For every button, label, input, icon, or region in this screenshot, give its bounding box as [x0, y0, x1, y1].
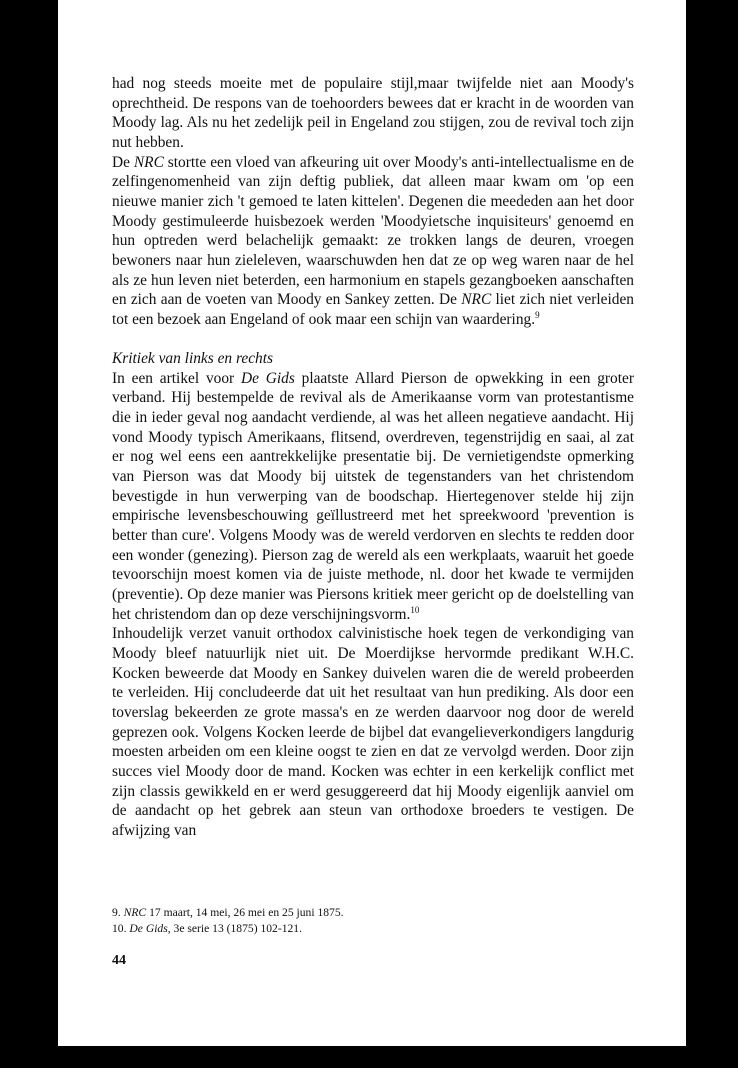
paragraph-3 — [112, 369, 634, 625]
book-page — [58, 0, 686, 1046]
section-heading: Kritiek van links en rechts — [112, 350, 273, 368]
paragraph-text: liet zich niet verleiden tot een bezoek aan Engeland of ook maar een schijn van waardering. — [112, 291, 634, 328]
paragraph-1 — [112, 74, 634, 153]
footnote-ref-9: 9 — [535, 309, 540, 320]
paragraph-text: had nog steeds moeite met de populaire stijl,maar twijfelde niet aan Moody's oprechtheid. De respons van de toehoorders bewees dat er kracht in de woorden van Moody lag. Als nu het zedelijk peil in Engeland zou stijgen, zou de revival toch zijn nut hebben. — [112, 75, 634, 151]
paragraph-text: Inhoudelijk verzet vanuit orthodox calvinistische hoek tegen de verkondiging van Moody bleef natuurlijk niet uit. De Moerdijkse hervormde predikant W.H.C. Kocken beweerde dat Moody en Sankey duivelen waren die de wereld probeerden te verleiden. Hij concludeerde dat uit het resultaat van hun prediking. Als door een toverslag bekeerden ze grote massa's en ze werden daarvoor nog door de wereld geprezen ook. Volgens Kocken leerde de bijbel dat evangelieverkondigers langdurig moesten arbeiden om een kleine oogst te zien en dat ze vervolgd werden. Door zijn succes viel Moody door de mand. Kocken was echter in een kerkelijk conflict met zijn classis gewikkeld en er werd gesuggereerd dat hij Moody eigenlijk aanviel om de aandacht op het gebrek aan steun van orthodoxe broeders te vestigen. De afwijzing van — [112, 625, 634, 839]
newspaper-title: NRC — [133, 153, 164, 171]
paragraph-4 — [112, 624, 634, 840]
footnote-number: 10. — [112, 921, 127, 935]
paragraph-text: plaatste Allard Pierson de opwekking in een groter verband. Hij bestempelde de revival als de Amerikaanse vorm van protestantisme die in ieder geval nog aandacht verdiende, al was het alleen negatieve aandacht. Hij vond Moody typisch Amerikaans, flitsend, overdreven, tegenstrijdig en saai, al zat er nog wel eens een aantrekkelijke presentatie bij. De vernietigendste opmerking van Pierson was dat Moody bij uitstek de tegenstanders van het christendom bevestigde in hun verwerping van de boodschap. Hiertegenover stelde hij zijn empirische levensbeschouwing geïllustreerd met het spreekwoord 'prevention is better than cure'. Volgens Moody was de wereld verdorven en slechts te redden door een wonder (genezing). Pierson zag de wereld als een werkplaats, waaruit het goede tevoorschijn moest komen via de juiste methode, nl. door het kwade te vermijden (preventie). Op deze manier was Piersons kritiek meer gericht op de doelstelling van het christendom dan op deze verschijningsvorm. — [112, 369, 634, 623]
footnotes — [112, 905, 634, 936]
footnote-number: 9. — [112, 906, 121, 919]
footnote-source: De Gids — [129, 921, 168, 935]
footnote-source: NRC — [123, 906, 147, 919]
newspaper-title: NRC — [461, 291, 492, 309]
footnote-9 — [112, 905, 634, 921]
paragraph-2 — [112, 153, 634, 330]
footnote-text: 17 maart, 14 mei, 26 mei en 25 juni 1875. — [146, 906, 344, 919]
paragraph-text: De — [112, 153, 134, 171]
footnote-10 — [112, 921, 634, 937]
footnote-ref-10: 10 — [410, 604, 420, 615]
journal-title: De Gids — [240, 369, 295, 387]
paragraph-text: stortte een vloed van afkeuring uit over Moody's anti-intellectualisme en de zelfingenomenheid van zijn deftig publiek, dat alleen maar kwam om 'op een nieuwe manier zich 't gemoed te laten kittelen'. Degenen die meededen aan het door Moody gestimuleerde huisbezoek werden 'Moodyietsche inquisiteurs' genoemd en hun optreden werd belachelijk gemaakt: ze trokken langs de deuren, vroegen bewoners naar hun zieleleven, waarschuwden hen dat ze op weg waren naar de hel als ze hun leven niet beterden, een harmonium en stapels gezangboeken aanschaften en zich aan de voeten van Moody en Sankey zetten. De — [112, 153, 635, 309]
footnote-text: , 3e serie 13 (1875) 102-121. — [167, 921, 302, 935]
page-number: 44 — [112, 953, 126, 968]
body-text — [112, 74, 634, 841]
paragraph-text: In een artikel voor — [112, 369, 241, 387]
